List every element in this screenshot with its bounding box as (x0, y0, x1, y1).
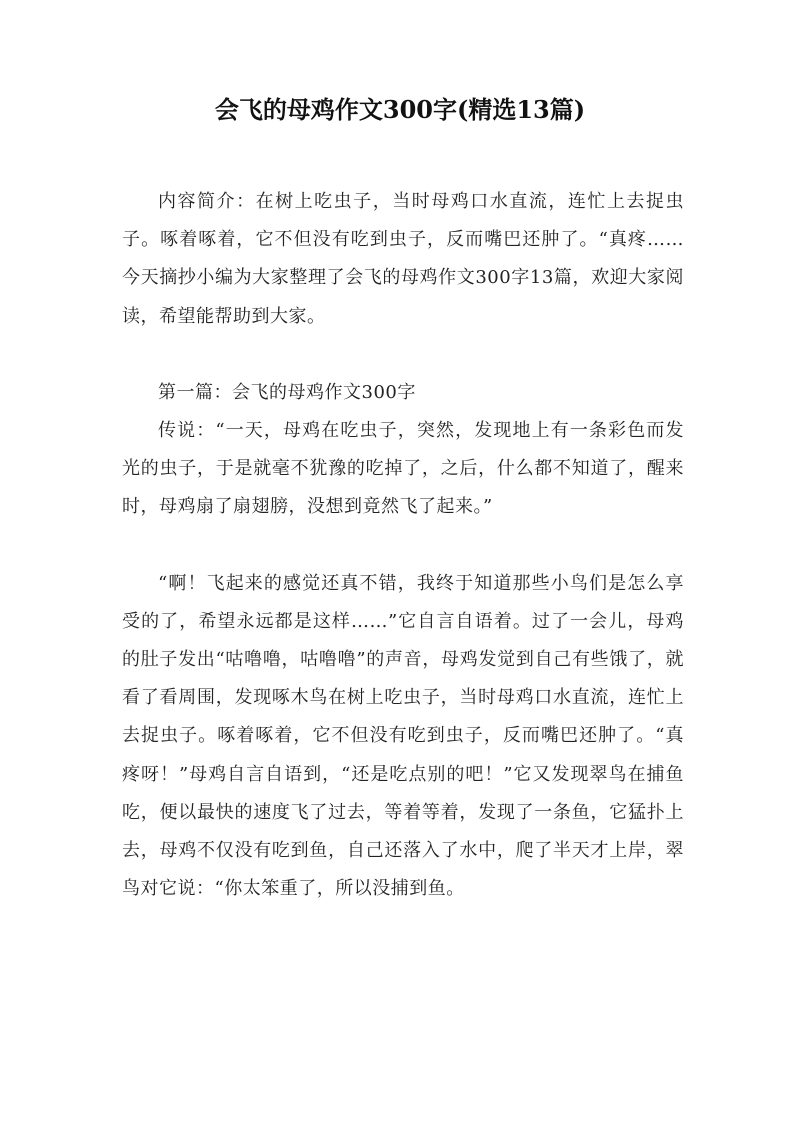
section-heading: 第一篇：会飞的母鸡作文300字 (158, 381, 416, 403)
story-paragraph-1: 传说：“一天，母鸡在吃虫子，突然，发现地上有一条彩色而发光的虫子，于是就毫不犹豫的吃掉了，之后，什么都不知道了，醒来时，母鸡扇了扇翅膀，没想到竟然飞了起来。” (122, 420, 684, 518)
story-paragraph-2: “啊！飞起来的感觉还真不错，我终于知道那些小鸟们是怎么享受的了，希望永远都是这样……”它自言自语着。过了一会儿，母鸡的肚子发出“咕噜噜，咕噜噜”的声音，母鸡发觉到自己有些饿了，就看了看周围，发现啄木鸟在树上吃虫子，当时母鸡口水直流，连忙上去捉虫子。啄着啄着，它不但没有吃到虫子，反而嘴巴还肿了。“真疼呀！”母鸡自言自语到，“还是吃点别的吧！”它又发现翠鸟在捕鱼吃，便以最快的速度飞了过去，等着等着，发现了一条鱼，它猛扑上去，母鸡不仅没有吃到鱼，自己还落入了水中，爬了半天才上岸，翠鸟对它说：“你太笨重了，所以没捕到鱼。 (122, 572, 684, 900)
article-body (122, 183, 684, 908)
summary-paragraph: 内容简介：在树上吃虫子，当时母鸡口水直流，连忙上去捉虫子。啄着啄着，它不但没有吃到虫子，反而嘴巴还肿了。“真疼……今天摘抄小编为大家整理了会飞的母鸡作文300字13篇，欢迎大家阅读，希望能帮助到大家。 (122, 191, 684, 327)
page-title: 会飞的母鸡作文300字(精选13篇) (214, 95, 586, 124)
